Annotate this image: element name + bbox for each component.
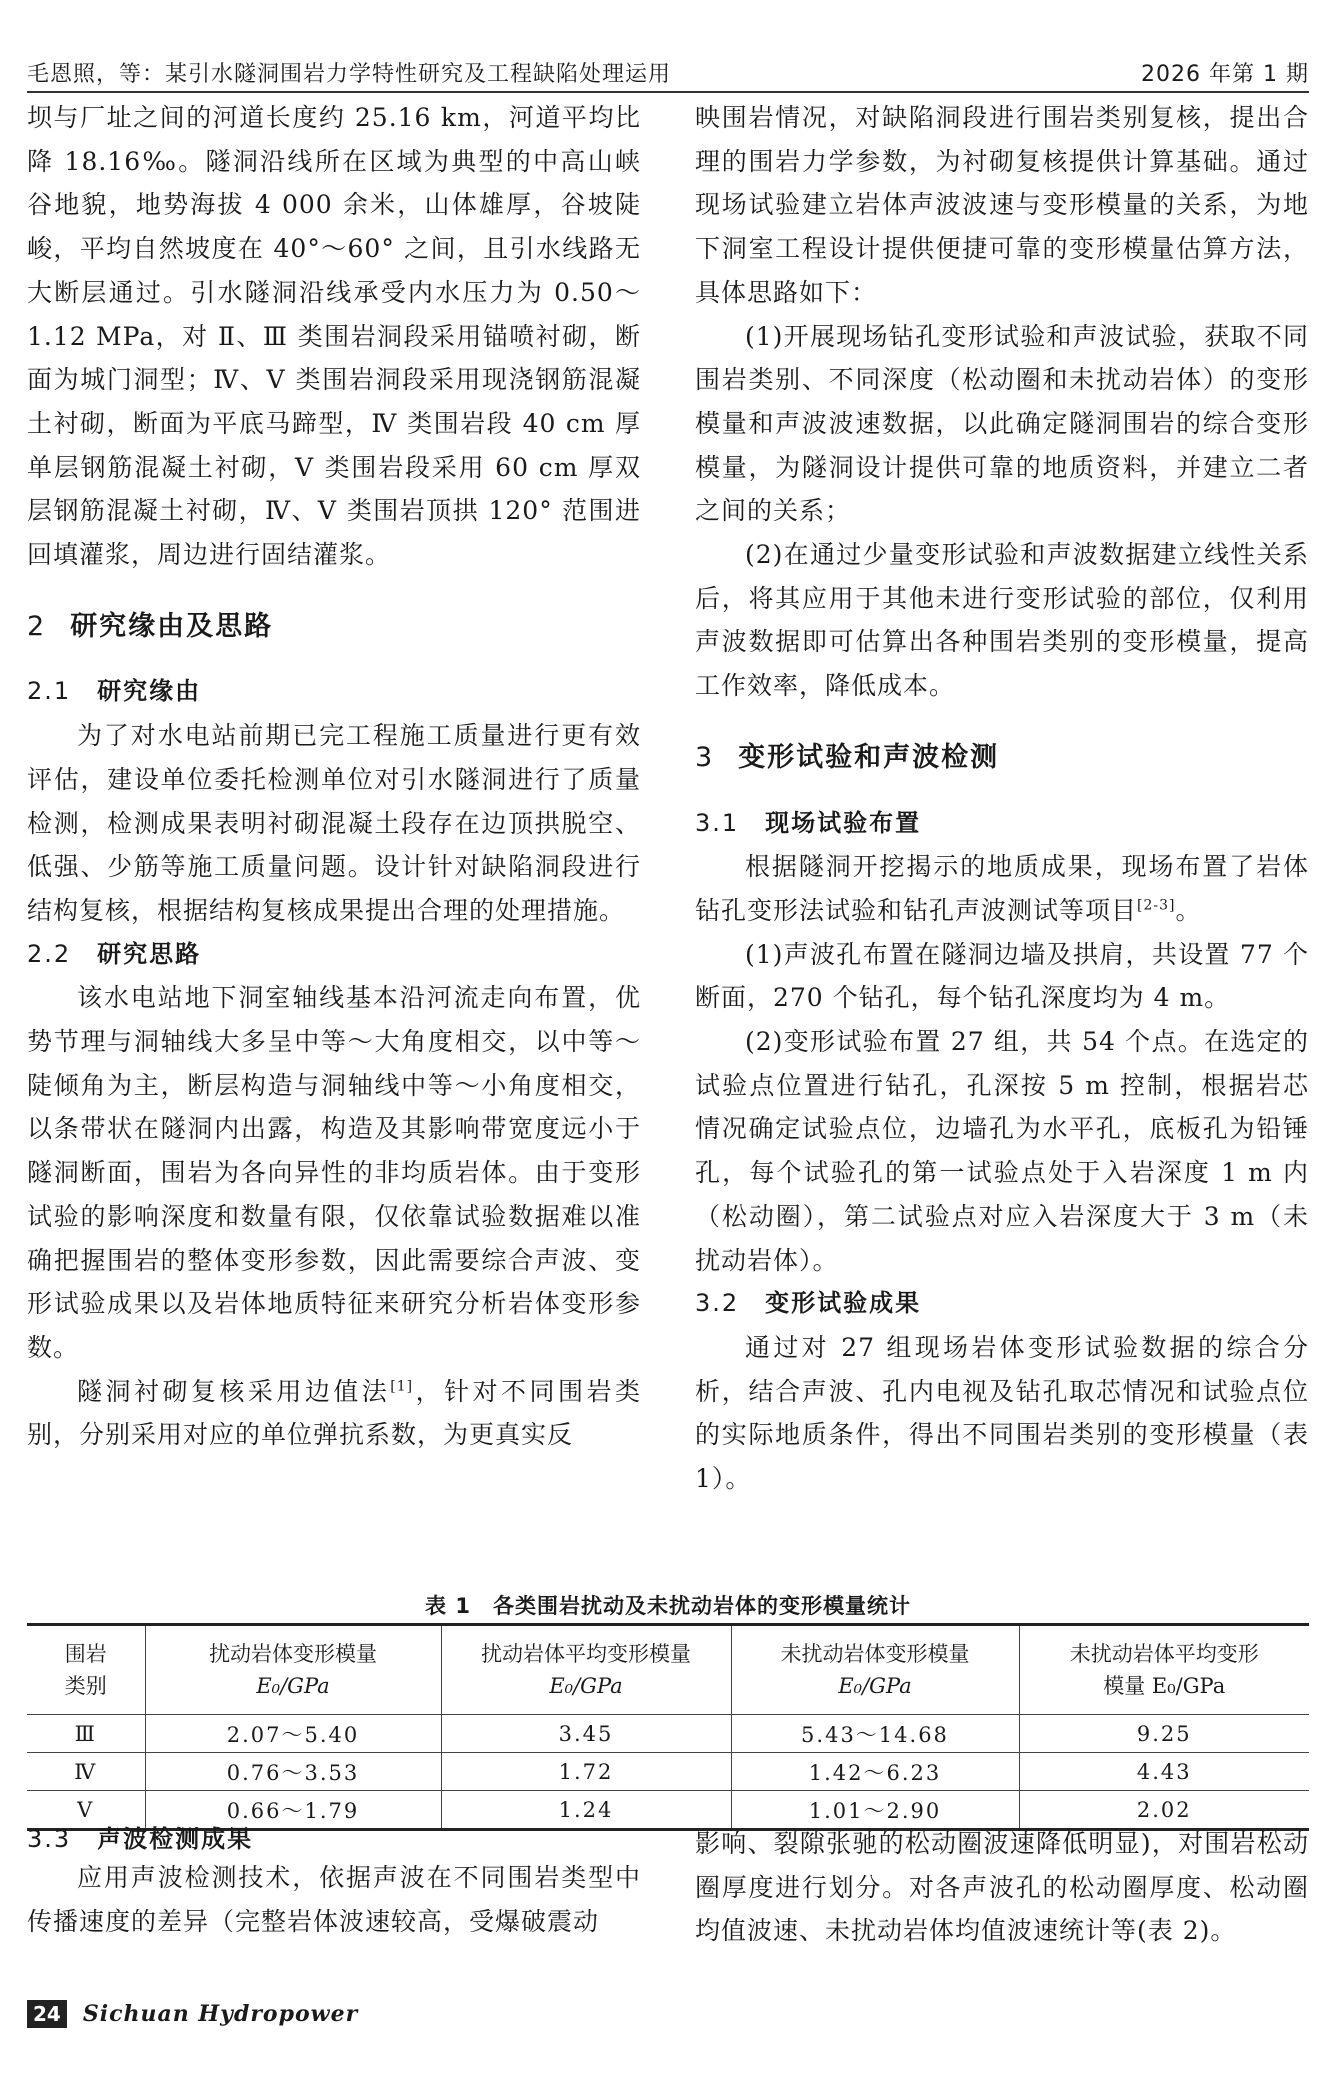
paragraph-2-1: 为了对水电站前期已完工程施工质量进行更有效评估，建设单位委托检测单位对引水隧洞进行了质量检测，检测成果表明衬砌混凝土段存在边顶拱脱空、低强、少筋等施工质量问题。设计针对缺陷洞段进行结构复核，根据结构复核成果提出合理的处理措施。 (27, 721, 641, 925)
header-line-1: 扰动岩体变形模量 (209, 1642, 377, 1666)
table-cell: 9.25 (1019, 1715, 1309, 1753)
header-line-2: 类别 (64, 1674, 107, 1698)
table-cell: 3.45 (441, 1715, 731, 1753)
table-cell: 1.42～6.23 (731, 1753, 1019, 1791)
header-line-2: 模量 E₀/GPa (1103, 1674, 1226, 1698)
header-line-1: 未扰动岩体平均变形 (1069, 1642, 1259, 1666)
subsection-number: 2.2 (27, 939, 72, 968)
section-number: 2 (27, 610, 47, 642)
subsection-title: 研究缘由 (97, 677, 202, 706)
table-cell: 2.02 (1019, 1791, 1309, 1830)
table-cell: Ⅲ (27, 1715, 145, 1753)
page-number: 24 (27, 2000, 67, 2028)
table-1-caption: 表 1 各类围岩扰动及未扰动岩体的变形模量统计 (425, 1594, 911, 1618)
table-cell: 5.43～14.68 (731, 1715, 1019, 1753)
section-3-heading (695, 736, 1309, 780)
citation-ref: [2-3] (1137, 897, 1176, 914)
header-cell (1019, 1625, 1309, 1715)
subsection-number: 3.1 (695, 808, 740, 837)
header-line-2: E₀/GPa (549, 1674, 623, 1698)
text-span: 根据隧洞开挖揭示的地质成果，现场布置了岩体钻孔变形法试验和钻孔声波测试等项目 (695, 852, 1309, 925)
table-cell: 2.07～5.40 (145, 1715, 441, 1753)
section-number: 3 (695, 741, 715, 773)
section-2-1-heading (27, 670, 641, 714)
continued-paragraph: 映围岩情况，对缺陷洞段进行围岩类别复核，提出合理的围岩力学参数，为衬砌复核提供计算基础。通过现场试验建立岩体声波波速与变形模量的关系，为地下洞室工程设计提供便捷可靠的变形模量估算方法，具体思路如下： (695, 103, 1309, 307)
subsection-title: 变形试验成果 (765, 1289, 922, 1318)
header-line-2: E₀/GPa (838, 1674, 912, 1698)
section-2-2-heading (27, 933, 641, 977)
text-span: 。 (1175, 895, 1202, 925)
section-3-3-heading (27, 1822, 641, 1856)
table-cell: 0.76～3.53 (145, 1753, 441, 1791)
bottom-left-column (27, 1822, 641, 1943)
header-line-1: 扰动岩体平均变形模量 (481, 1642, 691, 1666)
right-column (695, 96, 1309, 1501)
table-cell: 1.72 (441, 1753, 731, 1791)
subsection-number: 3.2 (695, 1289, 740, 1318)
bottom-right-column (695, 1822, 1309, 1953)
header-line-1: 未扰动岩体变形模量 (780, 1642, 970, 1666)
text-span: 隧洞衬砌复核采用边值法 (77, 1376, 391, 1406)
header-title: 毛恩照，等：某引水隧洞围岩力学特性研究及工程缺陷处理运用 (27, 62, 672, 87)
subsection-number: 2.1 (27, 677, 72, 706)
section-3-2-heading (695, 1282, 1309, 1326)
section-3-1-heading (695, 802, 1309, 846)
paragraph-3-1-item-1: (1)声波孔布置在隧洞边墙及拱肩，共设置 77 个断面，270 个钻孔，每个钻孔深度均为 4 m。 (695, 939, 1309, 1013)
left-column (27, 96, 641, 1457)
citation-ref: [1] (390, 1378, 414, 1395)
table-1 (27, 1623, 1309, 1831)
list-item-1: (1)开展现场钻孔变形试验和声波试验，获取不同围岩类别、不同深度（松动圈和未扰动岩体）的变形模量和声波波速数据，以此确定隧洞围岩的综合变形模量，为隧洞设计提供可靠的地质资料，并建立二者之间的关系； (695, 321, 1309, 526)
intro-paragraph: 坝与厂址之间的河道长度约 25.16 km，河道平均比降 18.16‰。隧洞沿线所在区域为典型的中高山峡谷地貌，地势海拔 4 000 余米，山体雄厚，谷坡陡峻，平均自然坡度在 40°～60° 之间，且引水线路无大断层通过。引水隧洞沿线承受内水压力为 0.50～1.12 MPa，对 Ⅱ、Ⅲ 类围岩洞段采用锚喷衬砌，断面为城门洞型；Ⅳ、Ⅴ 类围岩洞段采用现浇钢筋混凝土衬砌，断面为平底马蹄型，Ⅳ 类围岩段 40 cm 厚单层钢筋混凝土衬砌，Ⅴ 类围岩段采用 60 cm 厚双层钢筋混凝土衬砌，Ⅳ、Ⅴ 类围岩顶拱 120° 范围进回填灌浆，周边进行固结灌浆。 (27, 103, 641, 570)
paragraph-2-2b (27, 1370, 641, 1457)
section-title: 研究缘由及思路 (70, 610, 274, 642)
table-cell: Ⅴ (27, 1791, 145, 1830)
section-2-heading (27, 605, 641, 649)
table-cell: 1.01～2.90 (731, 1791, 1019, 1830)
header-cell (27, 1625, 145, 1715)
subsection-title: 研究思路 (97, 939, 202, 968)
header-cell (441, 1625, 731, 1715)
table-cell: Ⅳ (27, 1753, 145, 1791)
table-row (27, 1715, 1309, 1753)
table-cell: 4.43 (1019, 1753, 1309, 1791)
subsection-title: 现场试验布置 (765, 808, 922, 837)
paragraph-3-1-item-2: (2)变形试验布置 27 组，共 54 个点。在选定的试验点位置进行钻孔，孔深按 5 m 控制，根据岩芯情况确定试验点位，边墙孔为水平孔，底板孔为铅锤孔，每个试验孔的第一试验点处于入岩深度 1 m 内（松动圈），第二试验点对应入岩深度大于 3 m（未扰动岩体）。 (695, 1027, 1309, 1275)
paragraph-2-2a: 该水电站地下洞室轴线基本沿河流走向布置，优势节理与洞轴线大多呈中等～大角度相交，以中等～陡倾角为主，断层构造与洞轴线中等～小角度相交，以条带状在隧洞内出露，构造及其影响带宽度远小于隧洞断面，围岩为各向异性的非均质岩体。由于变形试验的影响深度和数量有限，仅依靠试验数据难以准确把握围岩的整体变形参数，因此需要综合声波、变形试验成果以及岩体地质特征来研究分析岩体变形参数。 (27, 983, 641, 1362)
table-row (27, 1753, 1309, 1791)
header-cell (145, 1625, 441, 1715)
subsection-number: 3.3 (27, 1825, 72, 1853)
text-span: ，针对不同围岩类别，分别采用对应的单位弹抗系数，为更真实反 (27, 1376, 641, 1450)
journal-name: Sichuan Hydropower (82, 2001, 359, 2027)
subsection-title: 声波检测成果 (97, 1825, 254, 1853)
header-line-1: 围岩 (64, 1642, 107, 1666)
table-cell: 1.24 (441, 1791, 731, 1830)
header-line-2: E₀/GPa (256, 1674, 330, 1698)
header-cell (731, 1625, 1019, 1715)
page-footer (27, 2000, 358, 2032)
table-cell: 0.66～1.79 (145, 1791, 441, 1830)
paragraph-3-2: 通过对 27 组现场岩体变形试验数据的综合分析，结合声波、孔内电视及钻孔取芯情况和试验点位的实际地质条件，得出不同围岩类别的变形模量（表 1）。 (695, 1332, 1309, 1494)
header-issue: 2026 年第 1 期 (1141, 62, 1309, 87)
list-item-2: (2)在通过少量变形试验和声波数据建立线性关系后，将其应用于其他未进行变形试验的部位，仅利用声波数据即可估算出各种围岩类别的变形模量，提高工作效率，降低成本。 (695, 540, 1309, 701)
running-header (27, 55, 1309, 93)
section-title: 变形试验和声波检测 (738, 741, 1000, 773)
paragraph-3-3: 应用声波检测技术，依据声波在不同围岩类型中传播速度的差异（完整岩体波速较高，受爆破震动 (27, 1863, 641, 1936)
table-header-row (27, 1625, 1309, 1715)
paragraph-3-3-continued: 影响、裂隙张驰的松动圈波速降低明显)，对围岩松动圈厚度进行划分。对各声波孔的松动圈厚度、松动圈均值波速、未扰动岩体均值波速统计等(表 2)。 (695, 1829, 1309, 1946)
paragraph-3-1 (695, 845, 1309, 932)
